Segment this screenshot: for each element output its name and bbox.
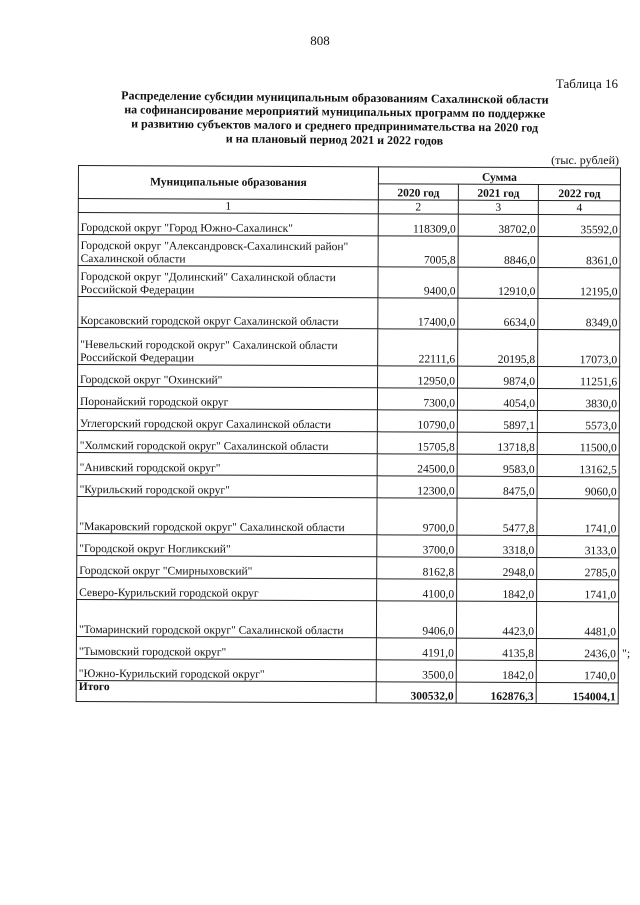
value-2020: 3700,0: [377, 535, 457, 557]
title-line: и на плановый период 2021 и 2022 годов: [225, 131, 444, 148]
municipality-name: Поронайский городской округ: [77, 387, 377, 410]
value-2020: 9400,0: [378, 267, 458, 298]
column-number: 2: [378, 200, 458, 214]
table-row: [77, 430, 619, 454]
value-2021: 9583,0: [457, 454, 537, 476]
header-year-2021: 2021 год: [458, 184, 538, 201]
table-row: [76, 658, 618, 682]
value-2020: 12300,0: [377, 476, 457, 498]
table-row: [77, 387, 619, 411]
table-row: [77, 496, 619, 535]
value-2020: 118309,0: [378, 214, 458, 236]
value-2021: 8846,0: [458, 236, 538, 267]
value-2021: 4135,8: [456, 638, 536, 660]
value-2021: 13718,8: [457, 432, 537, 454]
value-2021: 9874,0: [458, 366, 538, 388]
header-year-2020: 2020 год: [378, 183, 458, 200]
value-2021: 4054,0: [457, 388, 537, 410]
value-2022: 13162,5: [537, 455, 619, 477]
title-line: и развитию субъектов малого и среднего предпринимательства на 2020 год: [131, 116, 539, 135]
value-2022: 9060,0: [537, 477, 619, 499]
value-2020: 3500,0: [376, 660, 456, 682]
municipality-name: Корсаковский городской округ Сахалинской области: [78, 297, 378, 329]
value-2022: 3830,0: [537, 389, 619, 411]
header-year-2022: 2022 год: [538, 184, 620, 201]
value-2022: 17073,0: [538, 330, 620, 367]
closing-quote-mark: ";: [622, 646, 631, 660]
value-2020: 9700,0: [377, 498, 457, 535]
table-row: [77, 452, 619, 476]
value-2021: 3318,0: [457, 535, 537, 557]
municipality-name: "Городской округ Ногликский": [77, 533, 377, 556]
table-row: [76, 599, 618, 638]
value-2022: 12195,0: [538, 268, 620, 299]
value-2022: 8349,0: [538, 299, 620, 330]
value-2022: 8361,0: [538, 237, 620, 268]
value-2022: 1741,0: [537, 580, 619, 602]
value-2020: 24500,0: [377, 454, 457, 476]
value-2020: 17400,0: [378, 298, 458, 329]
value-2021: 2948,0: [457, 557, 537, 579]
value-2020: 7300,0: [377, 388, 457, 410]
table-number: Таблица 16: [555, 76, 618, 91]
municipality-name: Городской округ "Александровск-Сахалинский район" Сахалинской области: [78, 235, 378, 267]
total-2022: 154004,1: [536, 683, 618, 704]
document-title: [94, 88, 575, 149]
table-row: [78, 365, 620, 389]
municipality-name: "Томаринский городской округ" Сахалинской области: [76, 599, 376, 637]
value-2020: 10790,0: [377, 410, 457, 432]
subsidy-table-container: [76, 165, 620, 704]
municipality-name: Городской округ "Город Южно-Сахалинск": [78, 213, 378, 236]
total-2021: 162876,3: [456, 682, 536, 703]
value-2020: 22111,6: [378, 329, 458, 366]
value-2022: 2436,0: [536, 639, 618, 661]
value-2022: 5573,0: [537, 411, 619, 433]
header-sum: Сумма: [378, 167, 620, 185]
municipality-name: "Холмский городской округ" Сахалинской области: [77, 430, 377, 453]
title-line: на софинансирование мероприятий муниципальных программ по поддержке: [124, 102, 546, 121]
value-2022: 11251,6: [538, 367, 620, 389]
value-2020: 4100,0: [377, 579, 457, 601]
table-row: [78, 213, 620, 237]
municipality-name: Городской округ "Долинский" Сахалинской области Российской Федерации: [78, 266, 378, 298]
total-label: Итого: [76, 680, 376, 702]
municipality-name: Северо-Курильский городской округ: [77, 577, 377, 600]
value-2021: 5897,1: [457, 410, 537, 432]
value-2020: 8162,8: [377, 557, 457, 579]
value-2022: 2785,0: [537, 558, 619, 580]
value-2022: 1740,0: [536, 661, 618, 683]
column-number: 4: [538, 201, 620, 215]
title-line: Распределение субсидии муниципальным образованиям Сахалинской области: [121, 88, 549, 107]
municipality-name: "Курильский городской округ": [77, 474, 377, 497]
municipality-name: Городской округ "Охинский": [78, 365, 378, 388]
table-row: [77, 555, 619, 579]
value-2022: 1741,0: [537, 499, 619, 536]
value-2021: 1842,0: [457, 579, 537, 601]
value-2020: 9406,0: [376, 601, 456, 638]
total-2020: 300532,0: [376, 682, 456, 703]
table-row: [77, 408, 619, 432]
value-2021: 5477,8: [457, 498, 537, 535]
value-2020: 4191,0: [376, 638, 456, 660]
value-2021: 38702,0: [458, 214, 538, 236]
table-row: [78, 297, 620, 330]
table-row: [78, 235, 620, 268]
table-row: [77, 577, 619, 601]
value-2021: 1842,0: [456, 660, 536, 682]
municipality-name: "Макаровский городской округ" Сахалинской области: [77, 496, 377, 534]
value-2021: 6634,0: [458, 298, 538, 329]
total-row: [76, 680, 618, 703]
table-body: [76, 213, 620, 683]
column-number: 3: [458, 200, 538, 214]
value-2021: 4423,0: [456, 601, 536, 638]
table-row: [76, 636, 618, 660]
value-2020: 12950,0: [378, 366, 458, 388]
value-2022: 11500,0: [537, 433, 619, 455]
table-row: [78, 266, 620, 299]
municipality-name: "Невельский городской округ" Сахалинской области Российской Федерации: [78, 328, 378, 366]
table-row: [78, 328, 620, 367]
value-2021: 8475,0: [457, 476, 537, 498]
header-municipality: Муниципальные образования: [78, 166, 378, 200]
municipality-name: "Южно-Курильский городской округ": [76, 658, 376, 681]
table-row: [77, 533, 619, 557]
table-row: [77, 474, 619, 498]
column-number: 1: [78, 199, 378, 214]
value-2021: 12910,0: [458, 267, 538, 298]
municipality-name: Городской округ "Смирныховский": [77, 555, 377, 578]
municipality-name: Углегорский городской округ Сахалинской области: [77, 408, 377, 431]
units-label: (тыс. рублей): [551, 153, 619, 167]
subsidy-table: [76, 165, 621, 704]
value-2022: 35592,0: [538, 215, 620, 237]
municipality-name: "Тымовский городской округ": [76, 636, 376, 659]
value-2020: 15705,8: [377, 432, 457, 454]
value-2021: 20195,8: [458, 329, 538, 366]
municipality-name: "Анивский городской округ": [77, 452, 377, 475]
value-2020: 7005,8: [378, 236, 458, 267]
page-number: 808: [310, 33, 330, 48]
value-2022: 3133,0: [537, 536, 619, 558]
value-2022: 4481,0: [536, 602, 618, 639]
